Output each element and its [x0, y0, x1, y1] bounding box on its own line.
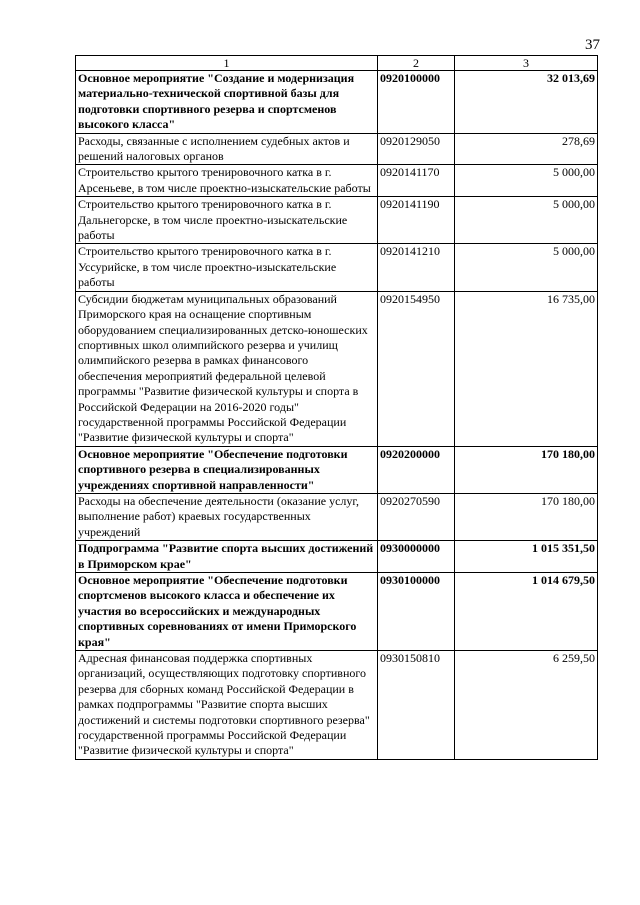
row-code-cell: 0920141190	[378, 197, 455, 244]
row-amount-cell: 1 014 679,50	[455, 573, 598, 651]
row-code-cell: 0930000000	[378, 541, 455, 573]
row-name-cell: Основное мероприятие "Создание и модернизация материально-технической спортивной базы для подготовки спортивного резерва и спортсменов высокого класса"	[76, 71, 378, 134]
row-name-cell: Основное мероприятие "Обеспечение подготовки спортсменов высокого класса и обеспечение их участия во всероссийских и международных спортивных соревнованиях от имени Приморского края"	[76, 573, 378, 651]
row-name-cell: Основное мероприятие "Обеспечение подготовки спортивного резерва в специализированных учреждениях спортивной направленности"	[76, 446, 378, 493]
table-header-row	[76, 56, 598, 71]
row-amount-cell: 278,69	[455, 133, 598, 165]
column-header: 1	[76, 56, 378, 71]
row-amount-cell: 170 180,00	[455, 446, 598, 493]
table-row	[76, 446, 598, 493]
row-amount-cell: 5 000,00	[455, 165, 598, 197]
column-header: 2	[378, 56, 455, 71]
row-code-cell: 0920141170	[378, 165, 455, 197]
row-name-cell: Подпрограмма "Развитие спорта высших достижений в Приморском крае"	[76, 541, 378, 573]
row-code-cell: 0920270590	[378, 493, 455, 540]
row-code-cell: 0930150810	[378, 651, 455, 760]
column-header: 3	[455, 56, 598, 71]
row-amount-cell: 1 015 351,50	[455, 541, 598, 573]
row-name-cell: Субсидии бюджетам муниципальных образований Приморского края на оснащение спортивным оборудованием специализированных детско-юношеских спортивных школ олимпийского резерва и училищ олимпийского резерва в рамках финансового обеспечения мероприятий федеральной целевой программы "Развитие физической культуры и спорта в Российской Федерации на 2016-2020 годы" государственной программы Российской Федерации "Развитие физической культуры и спорта"	[76, 291, 378, 446]
row-amount-cell: 5 000,00	[455, 197, 598, 244]
row-amount-cell: 6 259,50	[455, 651, 598, 760]
table-row	[76, 71, 598, 134]
row-name-cell: Строительство крытого тренировочного катка в г. Дальнегорске, в том числе проектно-изыскательские работы	[76, 197, 378, 244]
budget-table	[75, 55, 598, 760]
row-code-cell: 0920200000	[378, 446, 455, 493]
row-name-cell: Строительство крытого тренировочного катка в г. Арсеньеве, в том числе проектно-изыскательские работы	[76, 165, 378, 197]
table-row	[76, 197, 598, 244]
table-row	[76, 133, 598, 165]
row-code-cell: 0920154950	[378, 291, 455, 446]
table-row	[76, 291, 598, 446]
row-code-cell: 0920129050	[378, 133, 455, 165]
table-row	[76, 573, 598, 651]
table-row	[76, 244, 598, 291]
row-name-cell: Расходы, связанные с исполнением судебных актов и решений налоговых органов	[76, 133, 378, 165]
row-amount-cell: 32 013,69	[455, 71, 598, 134]
row-amount-cell: 170 180,00	[455, 493, 598, 540]
row-name-cell: Адресная финансовая поддержка спортивных организаций, осуществляющих подготовку спортивного резерва для сборных команд Российской Федерации в рамках подпрограммы "Развитие спорта высших достижений и системы подготовки спортивного резерва" государственной программы Российской Федерации "Развитие физической культуры и спорта"	[76, 651, 378, 760]
row-code-cell: 0920141210	[378, 244, 455, 291]
table-row	[76, 651, 598, 760]
row-code-cell: 0930100000	[378, 573, 455, 651]
page-number: 37	[585, 37, 600, 53]
table-row	[76, 493, 598, 540]
row-amount-cell: 5 000,00	[455, 244, 598, 291]
table-row	[76, 165, 598, 197]
row-amount-cell: 16 735,00	[455, 291, 598, 446]
row-code-cell: 0920100000	[378, 71, 455, 134]
row-name-cell: Расходы на обеспечение деятельности (оказание услуг, выполнение работ) краевых государственных учреждений	[76, 493, 378, 540]
table-row	[76, 541, 598, 573]
row-name-cell: Строительство крытого тренировочного катка в г. Уссурийске, в том числе проектно-изыскательские работы	[76, 244, 378, 291]
